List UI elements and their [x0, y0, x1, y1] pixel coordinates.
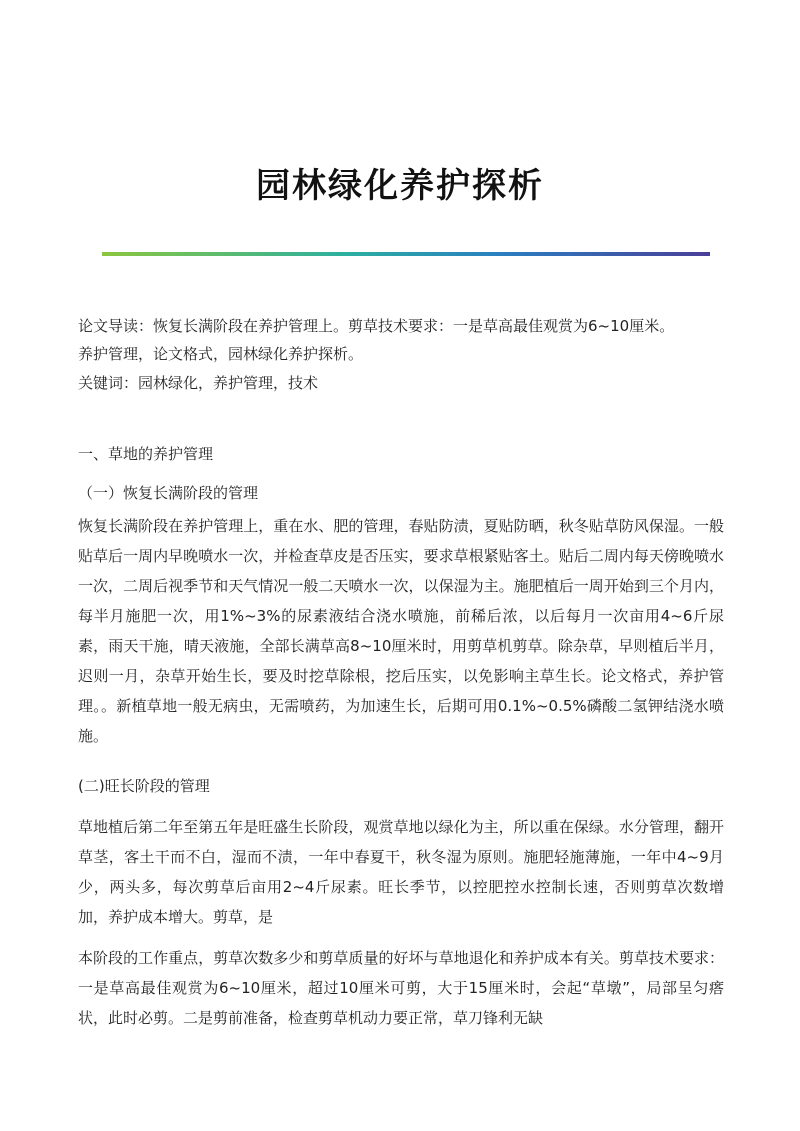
keywords-line: 关键词：园林绿化，养护管理，技术 — [78, 374, 319, 392]
paragraph-text: 恢复长满阶段在养护管理上，重在水、肥的管理，春贴防渍，夏贴防晒，秋冬贴草防风保湿。一般贴草后一周内早晚喷水一次，并检查草皮是否压实，要求草根紧贴客土。贴后二周内每天傍晚喷水一次，二周后视季节和天气情况一般二天喷水一次，以保湿为主。施肥植后一周开始到三个月内，每半月施肥一次，用1%~3%的尿素液结合浇水喷施，前稀后浓，以后每月一次亩用4~6斤尿素，雨天干施，晴天液施，全部长满草高8~10厘米时，用剪草机剪草。除杂草，早则植后半月，迟则一月，杂草开始生长，要及时挖草除根，挖后压实，以免影响主草生长。论文格式，养护管理。。新植草地一般无病虫，无需喷药，为加速生长，后期可用0.1%~0.5%磷酸二氢钾结浇水喷施。 — [78, 517, 724, 745]
body-paragraph — [78, 812, 724, 932]
paragraph-text: 本阶段的工作重点，剪草次数多少和剪草质量的好坏与草地退化和养护成本有关。剪草技术要求：一是草高最佳观赏为6~10厘米，超过10厘米可剪，大于15厘米时，会起“草墩”，局部呈匀瘩状，此时必剪。二是剪前准备，检查剪草机动力要正常，草刀锋利无缺 — [78, 949, 724, 1027]
paragraph-text: 草地植后第二年至第五年是旺盛生长阶段，观赏草地以绿化为主，所以重在保绿。水分管理，翻开草茎，客土干而不白，湿而不渍，一年中春夏干，秋冬湿为原则。施肥轻施薄施，一年中4~9月少，两头多，每次剪草后亩用2~4斤尿素。旺长季节，以控肥控水控制长速，否则剪草次数增加，养护成本增大。剪草，是 — [78, 818, 724, 926]
subsection-heading: （一）恢复长满阶段的管理 — [78, 484, 259, 502]
body-paragraph — [78, 511, 724, 751]
intro-line: 论文导读：恢复长满阶段在养护管理上。剪草技术要求：一是草高最佳观赏为6~10厘米。 — [78, 317, 675, 335]
title-divider — [102, 252, 710, 256]
page-title: 园林绿化养护探析 — [256, 166, 544, 206]
body-paragraph — [78, 943, 724, 1033]
intro-line: 养护管理，论文格式，园林绿化养护探析。 — [78, 345, 364, 363]
subsection-heading: (二)旺长阶段的管理 — [78, 777, 210, 795]
section-heading: 一、草地的养护管理 — [78, 445, 214, 463]
